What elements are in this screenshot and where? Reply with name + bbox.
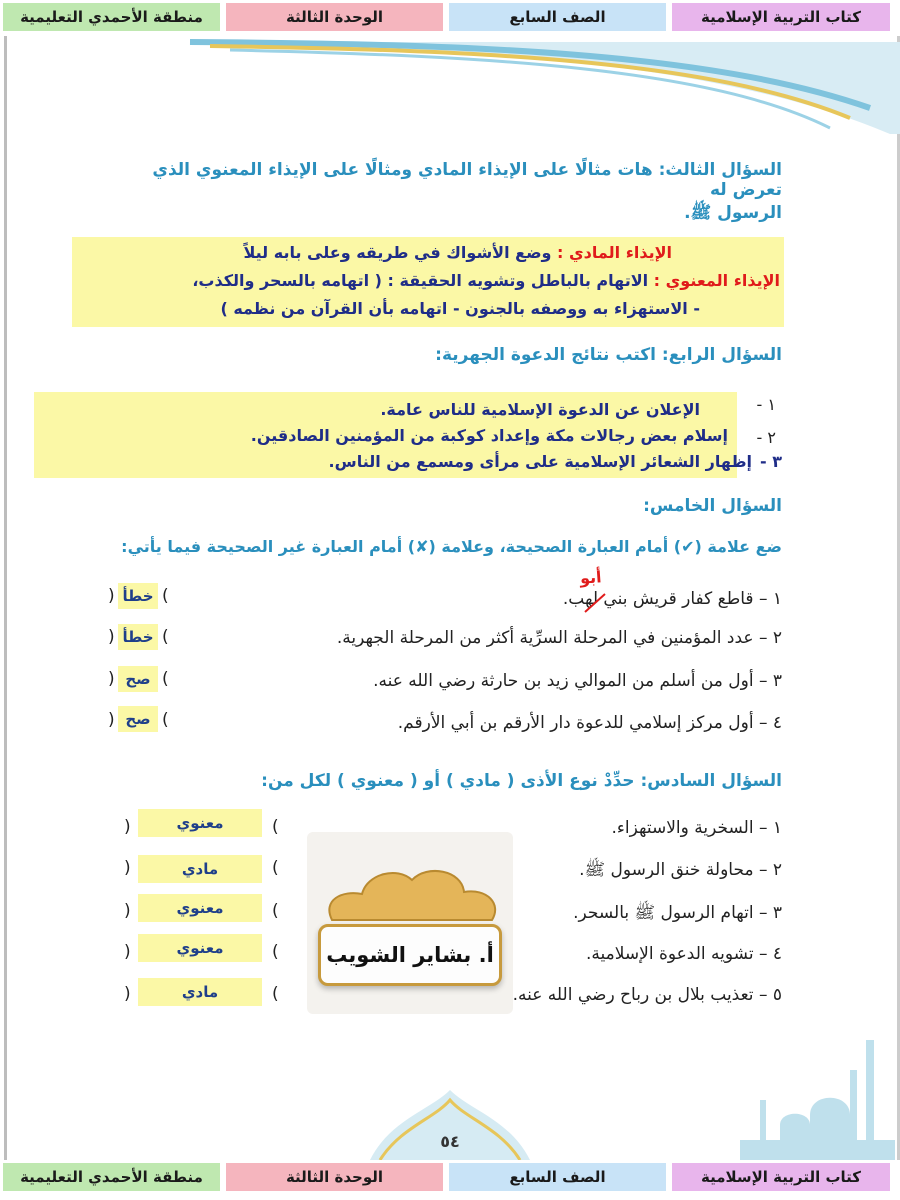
q4-answer-2: إسلام بعض رجالات مكة وإعداد كوكبة من المؤمنين الصادقين. [250,426,728,445]
paren-right: ( [162,710,169,730]
header-unit: الوحدة الثالثة [226,3,443,31]
footer-grade: الصف السابع [449,1163,666,1191]
cloud-decoration [322,860,502,930]
header-region: منطقة الأحمدي التعليمية [3,3,220,31]
q5-title: السؤال الخامس: [643,496,782,516]
q6-answer-5: مادي [138,978,262,1006]
paren-left: ) [124,942,131,962]
paren-right: ( [272,817,279,837]
q4-num1: ١ - [756,395,776,414]
q3-title: السؤال الثالث: هات مثالًا على الإيذاء المادي ومثالًا على الإيذاء المعنوي الذي تعرض له [152,160,782,200]
q4-num3: ٣ - [760,452,782,471]
footer-book: كتاب التربية الإسلامية [672,1163,890,1191]
q5-item-1: ١ – قاطع كفار قريش بني لهب. [562,589,782,609]
moral-text: الاتهام بالباطل وتشويه الحقيقة : ( اتهامه بالسحر والكذب، [192,271,654,290]
q5-answer-3: صح [118,666,158,692]
paren-left: ) [124,984,131,1004]
q3-answer-moral-cont: - الاستهزاء به ووصفه بالجنون - اتهامه بأن القرآن من نظمه ) [220,299,700,318]
material-label: الإيذاء المادي : [557,243,672,262]
paren-right: ( [162,627,169,647]
paren-right: ( [272,858,279,878]
q4-answer-1: الإعلان عن الدعوة الإسلامية للناس عامة. [380,400,700,419]
header-book: كتاب التربية الإسلامية [672,3,890,31]
q4-title: السؤال الرابع: اكتب نتائج الدعوة الجهرية: [435,345,782,365]
paren-left: ) [124,817,131,837]
q5-item-4: ٤ – أول مركز إسلامي للدعوة دار الأرقم بن أبي الأرقم. [397,713,782,733]
paren-left: ) [124,901,131,921]
paren-right: ( [272,942,279,962]
moral-label: الإيذاء المعنوي : [653,271,780,290]
q5-answer-4: صح [118,706,158,732]
q6-answer-2: مادي [138,855,262,883]
paren-right: ( [272,984,279,1004]
q5-answer-2: خطأ [118,624,158,650]
q6-item-1: ١ – السخرية والاستهزاء. [611,818,782,838]
footer-region: منطقة الأحمدي التعليمية [3,1163,220,1191]
header-grade: الصف السابع [449,3,666,31]
q6-answer-3: معنوي [138,894,262,922]
q3-answer-moral [100,271,780,290]
q4-answer-3: إظهار الشعائر الإسلامية على مرأى ومسمع من الناس. [328,452,752,471]
q6-title: السؤال السادس: حدِّدْ نوع الأذى ( مادي ) أو ( معنوي ) لكل من: [261,771,782,791]
bottom-header [0,1163,900,1197]
page-number: ٥٤ [440,1132,460,1151]
paren-right: ( [162,669,169,689]
q6-item-5: ٥ – تعذيب بلال بن رباح رضي الله عنه. [512,985,782,1005]
q5-answer-1: خطأ [118,583,158,609]
paren-left: ) [108,627,115,647]
paren-left: ) [108,710,115,730]
paren-left: ) [108,669,115,689]
q6-answer-1: معنوي [138,809,262,837]
footer-unit: الوحدة الثالثة [226,1163,443,1191]
q3-answer-material [172,243,672,262]
q6-item-2: ٢ – محاولة خنق الرسول ﷺ. [579,860,782,880]
teacher-name-badge [318,924,502,986]
q6-answer-4: معنوي [138,934,262,962]
material-text: وضع الأشواك في طريقه وعلى بابه ليلاً [243,243,558,262]
teacher-name: أ. بشاير الشويب [326,943,494,967]
top-swoosh-decoration [150,38,900,138]
q4-num2: ٢ - [756,428,776,447]
top-header [0,3,900,37]
q5-instruction: ضع علامة (✔) أمام العبارة الصحيحة، وعلامة (✘) أمام العبارة غير الصحيحة فيما يأتي: [121,537,782,556]
paren-right: ( [162,586,169,606]
q5-item-3: ٣ – أول من أسلم من الموالي زيد بن حارثة رضي الله عنه. [373,671,782,691]
q3-title-line2: الرسول ﷺ. [684,203,782,223]
paren-left: ) [124,858,131,878]
paren-right: ( [272,901,279,921]
q6-item-4: ٤ – تشويه الدعوة الإسلامية. [586,944,782,964]
strike-mark [582,590,608,616]
q5-correction: أبو [579,567,603,588]
paren-left: ) [108,586,115,606]
q5-item-2: ٢ – عدد المؤمنين في المرحلة السرِّية أكثر من المرحلة الجهرية. [336,628,782,648]
mosque-skyline-decoration [740,1030,895,1160]
q6-item-3: ٣ – اتهام الرسول ﷺ بالسحر. [573,903,782,923]
